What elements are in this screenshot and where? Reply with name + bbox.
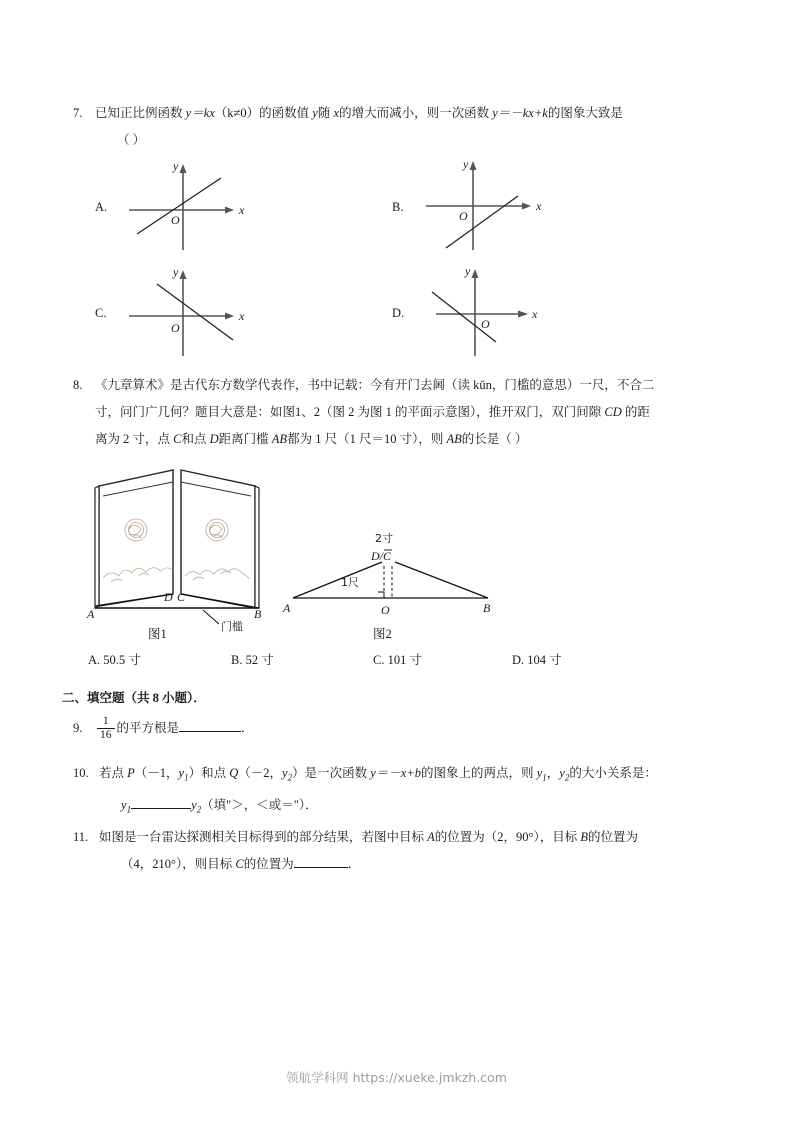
q7-var-y: y [312, 106, 318, 120]
question-10-text [99, 760, 728, 823]
figure-1-label-D: D [164, 590, 173, 604]
figure-1-threshold-annotation: 门槛 [221, 620, 243, 633]
figure-2-dim-top: 2寸 [375, 532, 393, 545]
figure-2-dim-side: 1尺 [341, 576, 359, 589]
q8-line-2 [95, 399, 728, 426]
q10-l2-y2-sub: 2 [196, 804, 202, 814]
q7-formula-2: y＝－kx+k [492, 106, 548, 120]
option-c-x-label: x [239, 309, 245, 323]
option-c[interactable] [81, 264, 261, 359]
option-a-y-label: y [173, 159, 179, 173]
q11-line-1 [99, 824, 728, 851]
q8-l3-c: C [173, 432, 182, 446]
q9-tail: ． [241, 721, 254, 735]
figure-1-door-diagram [81, 458, 291, 633]
q11-c: 的位置为（2，90°），目标 [434, 830, 581, 844]
option-d[interactable] [378, 264, 558, 359]
q7-text-a: 已知正比例函数 [95, 106, 186, 120]
question-7 [73, 100, 728, 154]
option-c-y-label: y [173, 265, 179, 279]
q8-choice-c-label: C. [373, 653, 385, 667]
option-b-graph [418, 158, 548, 253]
q10-formula: y＝－x+b [370, 766, 422, 780]
q10-line-2 [121, 792, 728, 824]
q7-text-g: 的增大而减小，则一次函数 [339, 106, 493, 120]
question-10-number: 10. [73, 766, 89, 780]
q8-l3-d: D [209, 432, 219, 446]
option-b-label: B. [392, 200, 404, 214]
q10-y1b: y [536, 766, 543, 780]
q8-l2-c: 的距 [621, 405, 650, 419]
q8-choice-b-label: B. [231, 653, 243, 667]
option-a-label: A. [95, 200, 108, 214]
q11-target-b: B [580, 830, 589, 844]
question-9-text [95, 715, 728, 743]
q7-text-i: 的图象大致是 [547, 106, 623, 120]
option-b-y-label: y [463, 157, 469, 171]
question-11-number: 11. [73, 830, 89, 844]
question-10 [73, 760, 728, 823]
q10-point-q: Q [229, 766, 239, 780]
q8-choice-a[interactable] [88, 650, 141, 668]
q10-g: （－2， [238, 766, 283, 780]
option-d-y-label: y [465, 264, 471, 278]
figure-1-label-B: B [254, 607, 262, 621]
q8-l3-g: 都为 1 尺（1 尺＝10 寸），则 [287, 432, 447, 446]
q8-choice-c-value: 101 寸 [387, 653, 422, 667]
option-c-label: C. [95, 306, 107, 320]
q10-y2b: y [559, 766, 565, 780]
question-8 [73, 372, 728, 453]
q10-c: （－1， [134, 766, 179, 780]
page-footer-watermark: 领航学科网 https://xueke.jmkzh.com [286, 1070, 507, 1085]
q8-l3-e: 距离门槛 [218, 432, 272, 446]
option-b[interactable] [378, 158, 558, 253]
q10-y1-sub: 1 [184, 772, 189, 783]
q7-text-e: 随 [317, 106, 334, 120]
q8-choice-a-value: 50.5 寸 [103, 653, 141, 667]
q8-choice-d-label: D. [512, 653, 525, 667]
figure-2-label-DC: D/C [371, 549, 392, 563]
q11-answer-blank[interactable] [294, 855, 348, 868]
option-a-origin-label: O [171, 213, 180, 227]
q8-l3-ab: AB [271, 432, 288, 446]
question-7-text [95, 100, 728, 154]
q9-answer-blank[interactable] [179, 719, 241, 732]
question-9-number: 9. [73, 721, 83, 735]
option-c-graph [121, 264, 251, 359]
q10-m: ， [546, 766, 560, 780]
q11-l2-c: 的位置为 [243, 857, 294, 871]
q11-target-a: A [427, 830, 435, 844]
figure-2-caption: 图2 [373, 627, 392, 641]
q8-choice-b[interactable] [231, 650, 274, 668]
option-a[interactable] [81, 158, 261, 253]
q10-answer-blank[interactable] [131, 796, 191, 809]
question-11 [73, 824, 728, 878]
q10-e: ）和点 [188, 766, 230, 780]
q7-answer-parens: （ ） [117, 133, 146, 147]
q10-y2-sub: 2 [287, 772, 293, 783]
option-d-x-label: x [532, 307, 538, 321]
q11-l2-a: （4，210°），则目标 [121, 857, 236, 871]
q10-l2-y1: y [121, 797, 127, 812]
figure-2-plan-diagram [283, 524, 518, 634]
q7-formula-1: y＝kx [185, 106, 215, 120]
q8-choice-c[interactable] [373, 650, 422, 668]
section-heading-fill-in-blank: 二、填空题（共 8 小题）． [62, 691, 206, 705]
question-9 [73, 715, 728, 743]
q10-point-p: P [127, 766, 135, 780]
figure-2-label-A: A [283, 601, 291, 615]
q9-fraction [97, 715, 115, 742]
q8-l2-a: 寸，问门广几何？题目大意是：如图1、2（图 2 为图 1 的平面示意图），推开双门，双门间隙 [95, 405, 605, 419]
q9-text-after: 的平方根是 [116, 721, 180, 735]
q11-target-c: C [235, 857, 244, 871]
figure-1-caption: 图1 [148, 627, 167, 641]
q10-l2-y2: y [191, 797, 197, 812]
q8-choice-d[interactable] [512, 650, 562, 668]
q10-y1b-sub: 1 [542, 772, 547, 783]
option-d-graph [418, 264, 548, 359]
option-a-graph [121, 158, 251, 253]
q8-choice-a-label: A. [88, 653, 101, 667]
q7-var-x: x [333, 106, 340, 120]
q8-l3-i: 的长是（ ） [461, 432, 528, 446]
q10-o: 的大小关系是： [569, 766, 657, 780]
question-8-number: 8. [73, 378, 83, 392]
q10-y1: y [178, 766, 185, 780]
question-7-number: 7. [73, 106, 83, 120]
question-8-figures [73, 458, 728, 648]
q11-e: 的位置为 [588, 830, 639, 844]
q10-k: 的图象上的两点，则 [421, 766, 537, 780]
q8-l3-ab2: AB [446, 432, 462, 446]
q8-l3-c2: 和点 [181, 432, 210, 446]
figure-2-label-O: O [381, 603, 390, 617]
option-b-x-label: x [536, 199, 542, 213]
q10-line-1 [99, 760, 728, 792]
figure-1-label-C: C [177, 590, 186, 604]
option-c-origin-label: O [171, 321, 180, 335]
q8-choice-b-value: 52 寸 [245, 653, 274, 667]
q10-y2: y [282, 766, 288, 780]
q8-line-1: 《九章算术》是古代东方数学代表作，书中记载：今有开门去阃（读 kǔn，门槛的意思）一尺，不合二 [95, 378, 655, 392]
q9-fraction-denominator: 16 [97, 728, 115, 742]
question-11-text [99, 824, 728, 878]
q8-l3-a: 离为 2 寸，点 [95, 432, 174, 446]
option-b-origin-label: O [459, 209, 468, 223]
option-d-label: D. [392, 306, 405, 320]
q10-l2-c: （填"＞，＜或＝"）． [201, 797, 318, 812]
q7-text-c: （k≠0）的函数值 [214, 106, 313, 120]
q10-a: 若点 [99, 766, 128, 780]
q8-choice-d-value: 104 寸 [527, 653, 562, 667]
q11-a: 如图是一台雷达探测相关目标得到的部分结果，若图中目标 [99, 830, 428, 844]
question-8-text [95, 372, 728, 453]
q10-i: ）是一次函数 [292, 766, 371, 780]
q10-y2b-sub: 2 [564, 772, 570, 783]
option-a-x-label: x [239, 203, 245, 217]
figure-1-label-A: A [87, 607, 95, 621]
option-d-origin-label: O [481, 317, 490, 331]
q10-l2-y1-sub: 1 [126, 804, 132, 814]
q11-l2-d: ． [347, 857, 361, 871]
figure-2-label-B: B [483, 601, 491, 615]
q11-line-2 [121, 851, 728, 878]
q8-l2-cd: CD [604, 405, 622, 419]
q9-fraction-numerator: 1 [102, 714, 109, 727]
q8-line-3 [95, 426, 728, 453]
question-7-options [73, 158, 728, 363]
